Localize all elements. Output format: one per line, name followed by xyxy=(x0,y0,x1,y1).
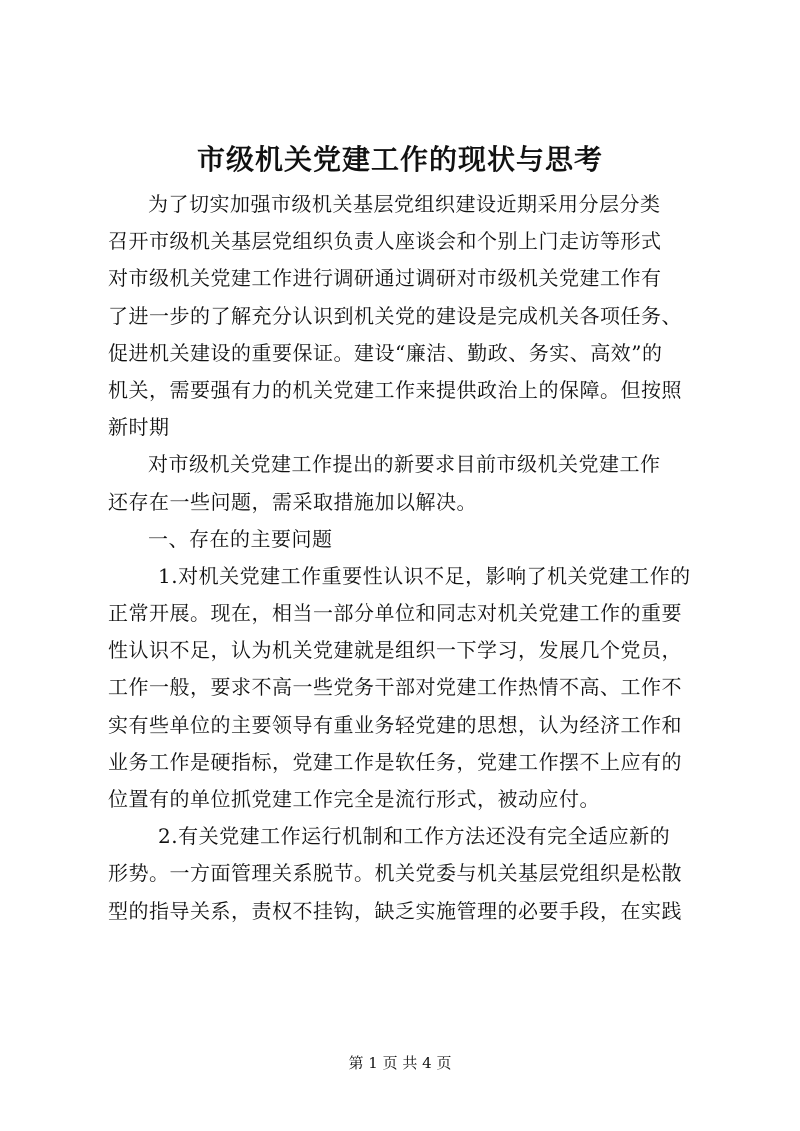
text-line: 业务工作是硬指标，党建工作是软任务，党建工作摆不上应有的 xyxy=(108,749,682,774)
text-line: 1.对机关党建工作重要性认识不足，影响了机关党建工作的 xyxy=(158,563,691,588)
text-line: 实有些单位的主要领导有重业务轻党建的思想，认为经济工作和 xyxy=(108,712,682,737)
text-line: 2.有关党建工作运行机制和工作方法还没有完全适应新的 xyxy=(158,824,671,849)
text-line: 促进机关建设的重要保证。建设“廉洁、勤政、务实、高效”的 xyxy=(108,340,663,365)
text-line: 性认识不足，认为机关党建就是组织一下学习，发展几个党员， xyxy=(108,638,682,663)
text-line: 正常开展。现在，相当一部分单位和同志对机关党建工作的重要 xyxy=(108,601,682,626)
text-line: 机关，需要强有力的机关党建工作来提供政治上的保障。但按照 xyxy=(108,377,682,402)
text-line: 形势。一方面管理关系脱节。机关党委与机关基层党组织是松散 xyxy=(108,861,682,886)
text-line: 型的指导关系，责权不挂钩，缺乏实施管理的必要手段，在实践 xyxy=(108,898,682,923)
text-line: 新时期 xyxy=(108,415,170,440)
text-line: 位置有的单位抓党建工作完全是流行形式，被动应付。 xyxy=(108,787,600,811)
document-body xyxy=(108,186,708,930)
text-line: 工作一般，要求不高一些党务干部对党建工作热情不高、工作不 xyxy=(108,675,682,700)
text-line: 了进一步的了解充分认识到机关党的建设是完成机关各项任务、 xyxy=(108,303,682,328)
text-line: 为了切实加强市级机关基层党组织建设近期采用分层分类 xyxy=(148,192,661,216)
text-line: 还存在一些问题，需采取措施加以解决。 xyxy=(108,489,477,514)
text-line: 对市级机关党建工作进行调研通过调研对市级机关党建工作有 xyxy=(108,266,662,291)
document-title: 市级机关党建工作的现状与思考 xyxy=(196,143,603,176)
text-line: 对市级机关党建工作提出的新要求目前市级机关党建工作 xyxy=(148,452,661,477)
section-heading: 一、存在的主要问题 xyxy=(148,526,333,551)
page-number-footer: 第 1 页 共 4 页 xyxy=(348,1054,452,1072)
text-line: 召开市级机关基层党组织负责人座谈会和个别上门走访等形式 xyxy=(108,229,662,254)
